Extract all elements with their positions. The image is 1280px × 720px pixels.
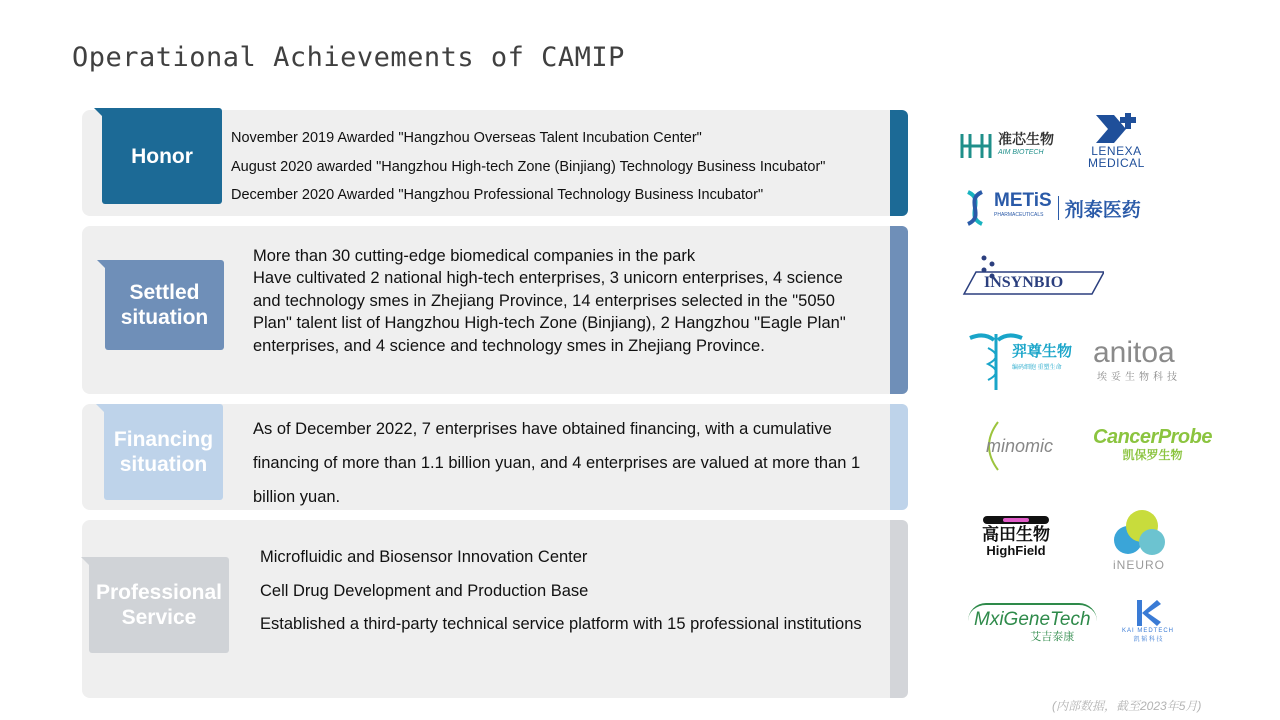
metis-helix-icon [960,190,990,226]
financing-accent-strip [890,404,908,510]
mxigenetech-logo [968,603,1097,643]
highfield-cn-text: 高田生物 [982,525,1050,544]
financing-text [253,412,873,514]
insynbio-text: INSYNBIO [984,274,1064,291]
metis-sub-text: PHARMACEUTICALS [994,212,1044,218]
cancerprobe-text: CancerProbe [1093,426,1212,448]
honor-line: August 2020 awarded "Hangzhou High-tech Zone (Binjiang) Technology Business Incubator" [231,158,826,175]
lenexa-line2: MEDICAL [1088,156,1145,170]
aim-biotech-icon [958,128,994,164]
anitoa-text: anitoa [1093,336,1175,369]
financing-tag [104,404,223,500]
settled-line: More than 30 cutting-edge biomedical companies in the park [253,247,696,265]
kai-en-text: KAI MEDTECH [1122,628,1175,634]
mxigene-text: MxiGeneTech [968,603,1097,631]
honor-line: November 2019 Awarded "Hangzhou Overseas Talent Incubation Center" [231,130,702,146]
cancerprobe-cn-text: 凯保罗生物 [1122,448,1183,462]
honor-accent-strip [890,110,908,216]
service-accent-strip [890,520,908,698]
metis-logo [960,190,1141,226]
mxigene-cn-text: 艾吉泰康 [1030,631,1075,643]
service-text [260,541,880,642]
lenexa-icon [1090,113,1142,145]
metis-divider [1058,196,1059,220]
financing-paragraph: As of December 2022, 7 enterprises have obtained financing, with a cumulative financing of more than 1.1 billion yuan, and 4 enterprises are valued at more than 1 billion yuan. [253,420,861,506]
minomic-text: minomic [986,435,1054,456]
service-line: Established a third-party technical service platform with 15 professional institutions [260,615,862,633]
ineuro-logo [1108,506,1170,572]
honor-line: December 2020 Awarded "Hangzhou Professional Technology Business Incubator" [231,187,764,203]
yizun-logo [968,328,1072,392]
settled-text [253,245,873,357]
service-line: Cell Drug Development and Production Base [260,581,589,600]
kai-medtech-logo [1122,598,1174,643]
service-tag [89,557,229,653]
highfield-en-text: HighField [986,543,1046,558]
settled-line: Have cultivated 2 national high-tech enterprises, 3 unicorn enterprises, 4 science and technology smes in Zhejiang Province, 14 enterprises selected in the "5050 Plan" talent list of Hangzhou High-tech Zone (Binjiang), 2 Hangzhou "Eagle Plan" enterprises, and 4 science and technology smes in Zhejiang Province. [253,269,846,355]
aim-biotech-logo [958,128,1054,164]
financing-tag-label: Financing situation [113,428,214,476]
settled-tag [105,260,224,350]
settled-accent-strip [890,226,908,394]
yizun-cn-text: 羿尊生物 [1012,343,1073,360]
kai-k-icon [1133,598,1163,628]
anitoa-logo [1093,338,1181,383]
highfield-logo [982,514,1050,558]
aim-cn-text: 准芯生物 [998,131,1054,147]
kai-cn-text: 凯 韬 科 技 [1133,637,1163,643]
service-line: Microfluidic and Biosensor Innovation Center [260,548,588,566]
settled-tag-label: Settled situation [120,281,209,329]
honor-text [231,124,825,210]
insynbio-logo [962,252,1104,296]
page-title: Operational Achievements of CAMIP [72,42,625,73]
metis-en-text: METiS [994,190,1052,211]
anitoa-cn-text: 埃妥生物科技 [1097,372,1181,383]
lenexa-logo [1088,113,1145,169]
data-source-footnote: (内部数据，截至2023年5月) [1052,699,1202,713]
service-tag-label: Professional Service [95,581,223,629]
lenexa-line1: LENEXA [1091,144,1142,158]
minomic-logo [978,420,1053,472]
ineuro-text: iNEURO [1112,558,1165,572]
yizun-sub-text: 编码细胞 重塑生命 [1012,365,1062,371]
ineuro-clouds-icon [1108,506,1170,558]
honor-tag: Honor [102,108,222,204]
metis-cn-text: 剂泰医药 [1064,199,1141,221]
aim-en-text: AIM BIOTECH [998,149,1044,156]
cancerprobe-logo [1093,426,1212,462]
